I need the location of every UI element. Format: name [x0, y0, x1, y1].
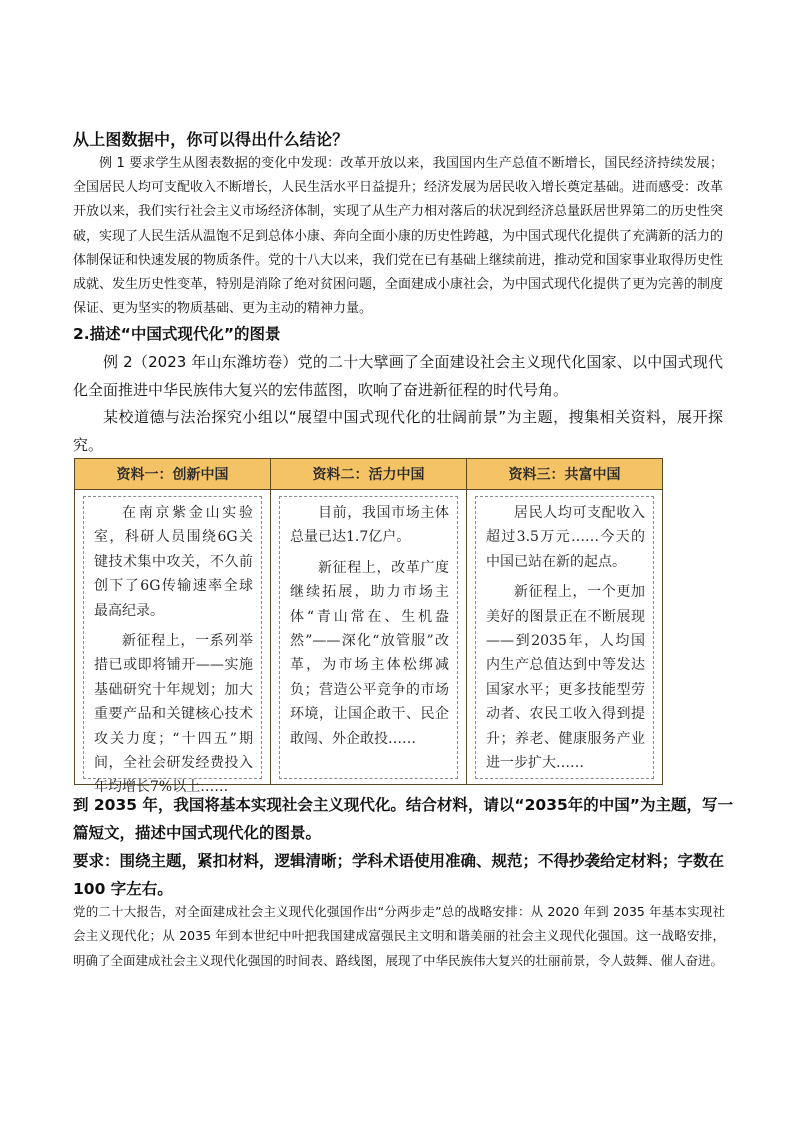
answer-analysis: 党的二十大报告，对全面建成社会主义现代化强国作出“分两步走”总的战略安排：从 2020 年到 2035 年基本实现社会主义现代化；从 2035 年到本世纪中叶把我国建成富强民主文明和谐美丽的社会主义现代化强国。这一战略安排，明确了全面建成社会主义现代化强国的时间表、路线图，展现了中华民族伟大复兴的壮丽前景，令人鼓舞、催人奋进。 [73, 904, 725, 968]
material-paragraph: 新征程上，一系列举措已或即将铺开——实施基础研究十年规划；加大重要产品和关键核心技术攻关力度；“十四五”期间，全社会研发经费投入年均增长7%以上…… [94, 633, 253, 796]
material-header-vitality: 资料二：活力中国 [271, 459, 467, 490]
materials-body-row [75, 490, 663, 785]
material-paragraph: 新征程上，改革广度继续拓展，助力市场主体“青山常在、生机盎然”——深化“放管服”改革，为市场主体松绑减负；营造公平竞争的市场环境，让国企敢干、民企敢闯、外企敢投…… [290, 559, 449, 747]
material-box-innovation [83, 496, 262, 796]
material-box-vitality [279, 496, 458, 779]
materials-header-row [75, 459, 663, 490]
material-paragraph: 目前，我国市场主体总量已达1.7亿户。 [290, 505, 449, 546]
example2-intro: 例 2（2023 年山东潍坊卷）党的二十大擘画了全面建设社会主义现代化国家、以中国式现代化全面推进中华民族伟大复兴的宏伟蓝图，吹响了奋进新征程的时代号角。 [73, 353, 723, 399]
material-paragraph: 在南京紫金山实验室，科研人员围绕6G关键技术集中攻关，不久前创下了6G传输速率全球最高纪录。 [94, 505, 253, 619]
material-header-innovation: 资料一：创新中国 [75, 459, 271, 490]
material-box-prosperity [475, 496, 654, 779]
material-cell-prosperity [467, 490, 663, 785]
material-header-prosperity: 资料三：共富中国 [467, 459, 663, 490]
materials-table [74, 458, 663, 796]
task-statement: 到 2035 年，我国将基本实现社会主义现代化。结合材料，请以“2035年的中国”为主题，写一篇短文，描述中国式现代化的图景。 [73, 796, 733, 842]
question-heading: 从上图数据中，你可以得出什么结论？ [73, 130, 349, 149]
material-cell-vitality [271, 490, 467, 785]
material-paragraph: 居民人均可支配收入超过3.5万元……今天的中国已站在新的起点。 [486, 505, 645, 570]
example2-context: 某校道德与法治探究小组以“展望中国式现代化的壮阔前景”为主题，搜集相关资料，展开探究。 [73, 408, 723, 454]
material-paragraph: 新征程上，一个更加美好的图景正在不断展现——到2035年，人均国内生产总值达到中等发达国家水平；更多技能型劳动者、农民工收入得到提升；养老、健康服务产业进一步扩大…… [486, 584, 645, 772]
material-cell-innovation [75, 490, 271, 796]
example1-analysis: 例 1 要求学生从图表数据的变化中发现：改革开放以来，我国国内生产总值不断增长，国民经济持续发展；全国居民人均可支配收入不断增长，人民生活水平日益提升；经济发展为居民收入增长奠定基础。进而感受：改革开放以来，我们实行社会主义市场经济体制，实现了从生产力相对落后的状况到经济总量跃居世界第二的历史性突破，实现了人民生活从温饱不足到总体小康、奔向全面小康的历史性跨越，为中国式现代化提供了充满新的活力的体制保证和快速发展的物质条件。党的十八大以来，我们党在已有基础上继续前进，推动党和国家事业取得历史性成就、发生历史性变革，特别是消除了绝对贫困问题，全面建成小康社会，为中国式现代化提供了更为完善的制度保证、更为坚实的物质基础、更为主动的精神力量。 [73, 156, 724, 317]
section2-heading: 2.描述“中国式现代化”的图景 [73, 325, 281, 343]
task-requirements: 要求：围绕主题，紧扣材料，逻辑清晰；学科术语使用准确、规范；不得抄袭给定材料；字数在 100 字左右。 [73, 852, 725, 898]
